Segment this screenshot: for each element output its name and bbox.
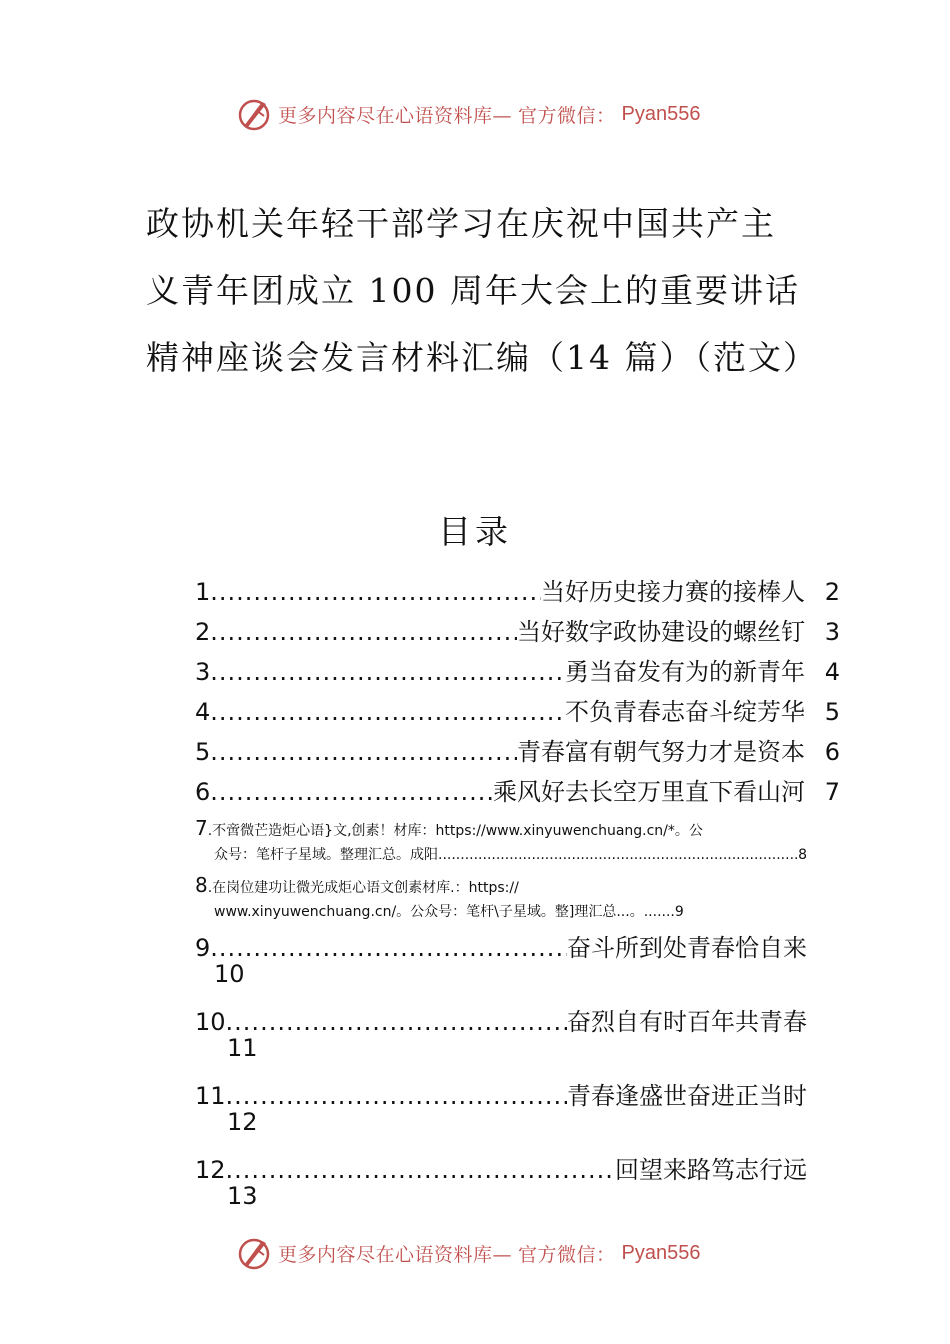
toc-heading: 目录 <box>438 512 512 551</box>
leader-dots <box>226 1082 567 1110</box>
leader-dots <box>210 698 565 726</box>
toc-entry-8[interactable] <box>195 873 807 924</box>
table-of-contents <box>195 572 840 1220</box>
toc-page: 5 <box>824 698 840 726</box>
toc-title: 勇当奋发有为的新青年 <box>565 658 805 686</box>
toc-title-line2: www.xinyuwenchuang.cn/。公众号：笔杆\子星域。整]理汇总...。 <box>214 904 644 920</box>
banner-text: 更多内容尽在心语资料库— <box>278 104 513 127</box>
leader-dots <box>226 1156 615 1184</box>
toc-page: 13 <box>227 1182 258 1210</box>
toc-number: 7 <box>195 816 208 840</box>
toc-entry-12[interactable] <box>195 1150 807 1220</box>
toc-page: 8 <box>798 847 807 863</box>
leader-dots <box>226 1008 567 1036</box>
toc-number: 12 <box>195 1156 226 1184</box>
toc-page: 6 <box>824 738 840 766</box>
quill-logo-icon <box>236 96 272 132</box>
leader-dots <box>210 658 565 686</box>
toc-entry-3[interactable] <box>195 652 840 692</box>
toc-number: 1 <box>195 578 211 606</box>
document-title: 政协机关年轻干部学习在庆祝中国共产主义青年团成立 100 周年大会上的重要讲话精神座谈会发言材料汇编（14 篇）（范文） <box>146 204 818 377</box>
banner-text: 更多内容尽在心语资料库— <box>278 1243 513 1266</box>
toc-entry-11[interactable] <box>195 1076 807 1146</box>
toc-entry-5[interactable] <box>195 732 840 772</box>
toc-title: 奋烈自有时百年共青春 <box>567 1008 807 1036</box>
toc-title: 青春富有朝气努力才是资本 <box>517 738 805 766</box>
toc-number: 8 <box>195 873 208 897</box>
header-banner <box>236 96 701 132</box>
toc-title: 不负青春志奋斗绽芳华 <box>565 698 805 726</box>
leader-dots <box>438 843 798 867</box>
toc-title: 乘风好去长空万里直下看山河 <box>493 778 805 806</box>
toc-page: .......9 <box>643 904 684 920</box>
toc-title: 回望来路笃志行远 <box>615 1156 807 1184</box>
toc-title: 青春逢盛世奋进正当时 <box>567 1082 807 1110</box>
toc-number: 4 <box>195 698 211 726</box>
toc-title: 奋斗所到处青春恰自来 <box>567 934 807 962</box>
toc-entry-10[interactable] <box>195 1002 807 1072</box>
wechat-id: Pyan556 <box>621 102 701 125</box>
toc-title: 当好数字政协建设的螺丝钉 <box>517 618 805 646</box>
toc-title: 当好历史接力赛的接棒人 <box>541 578 805 606</box>
quill-logo-icon <box>236 1235 272 1271</box>
toc-number: 6 <box>195 778 211 806</box>
toc-page: 12 <box>227 1108 258 1136</box>
wechat-label: 官方微信： <box>518 1243 616 1266</box>
toc-title-line2: 众号：笔杆子星域。整理汇总。成阳 <box>214 847 438 863</box>
toc-number: 11 <box>195 1082 226 1110</box>
toc-number: 10 <box>195 1008 226 1036</box>
toc-page: 11 <box>227 1034 258 1062</box>
toc-entry-7[interactable] <box>195 816 807 867</box>
toc-number: 2 <box>195 618 211 646</box>
toc-entry-9[interactable] <box>195 928 807 998</box>
leader-dots <box>210 778 493 806</box>
toc-page: 3 <box>824 618 840 646</box>
toc-number: 3 <box>195 658 211 686</box>
leader-dots <box>210 618 517 646</box>
toc-title-line1: .不啻微芒造炬心语}文,创素！材库：https://www.xinyuwenchuang.cn/*。公 <box>207 823 703 839</box>
toc-page: 2 <box>824 578 840 606</box>
leader-dots <box>210 578 541 606</box>
toc-page: 4 <box>824 658 840 686</box>
toc-entry-1[interactable] <box>195 572 840 612</box>
toc-page: 10 <box>214 960 245 988</box>
toc-entry-2[interactable] <box>195 612 840 652</box>
toc-number: 5 <box>195 738 211 766</box>
wechat-label: 官方微信： <box>518 104 616 127</box>
toc-entry-4[interactable] <box>195 692 840 732</box>
leader-dots <box>210 934 567 962</box>
leader-dots <box>210 738 517 766</box>
footer-banner <box>236 1235 701 1271</box>
wechat-id: Pyan556 <box>621 1241 701 1264</box>
toc-entry-6[interactable] <box>195 772 840 812</box>
toc-number: 9 <box>195 934 211 962</box>
toc-page: 7 <box>824 778 840 806</box>
toc-title-line1: .在岗位建功让微光成炬心语文创素材库.：https:// <box>207 880 519 896</box>
